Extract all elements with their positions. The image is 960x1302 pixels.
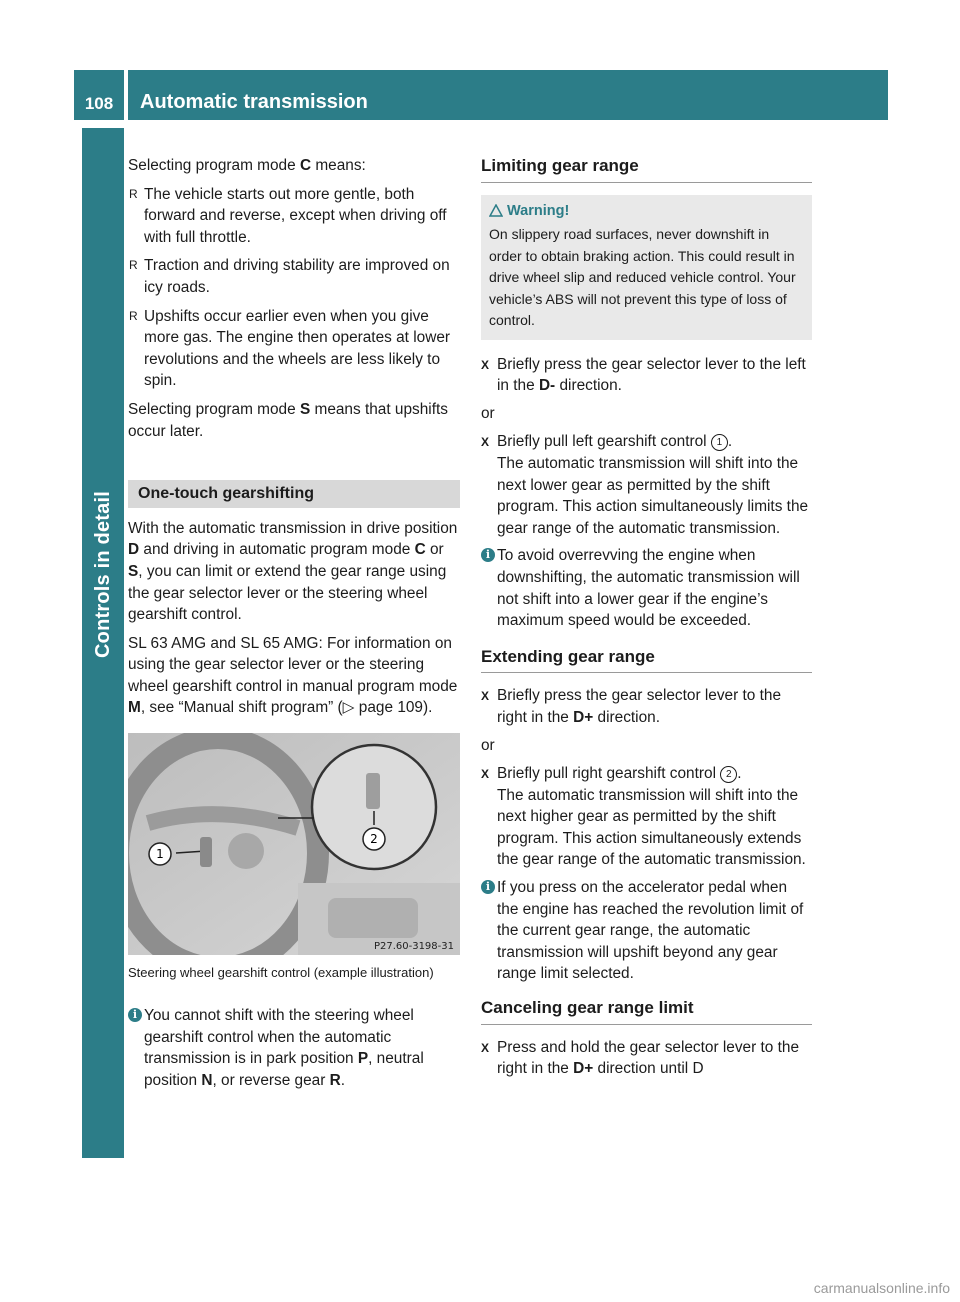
step: X Briefly pull left gearshift control 1 . The automatic transmission will shift into the next lower gear as permitted by the shift program. This action simultaneously limits the gear range of the automatic transmission. (481, 433, 809, 537)
info-icon: i (481, 880, 495, 894)
info-note: i You cannot shift with the steering wheel gearshift control when the automatic transmission is in park position P, neutral position N, or reverse gear R. (128, 1005, 460, 1091)
warning-text: On slippery road surfaces, never downshift in order to obtain braking action. This could result in drive wheel slip and reduced vehicle control. Your vehicle’s ABS will not prevent this type of loss of control. (489, 226, 796, 329)
callout-1: 1 (156, 847, 164, 862)
heading-canceling: Canceling gear range limit (481, 997, 812, 1025)
paragraph: SL 63 AMG and SL 65 AMG: For information on using the gear selector lever or the steering wheel gearshift control in manual program mode M, see “Manual shift program” (▷ page 109). (128, 634, 458, 717)
warning-box: Warning! On slippery road surfaces, never downshift in order to obtain braking action. This could result in drive wheel slip and reduced vehicle control. Your vehicle’s ABS will not prevent this type of loss of control. (481, 195, 812, 340)
step: X Briefly press the gear selector lever to the left in the D- direction. (481, 355, 806, 395)
info-icon: i (128, 1008, 142, 1022)
arrow-step-icon: X (481, 435, 490, 450)
bullet-icon: R (129, 258, 138, 273)
heading-extending: Extending gear range (481, 646, 812, 674)
list-item: R The vehicle starts out more gentle, both forward and reverse, except when driving off with full throttle. (129, 185, 447, 246)
callout-2: 2 (370, 832, 378, 847)
info-note: i If you press on the accelerator pedal when the engine has reached the revolution limit of the current gear range, the automatic transmission will upshift beyond any gear range limit selected. (481, 877, 812, 985)
list-item: R Traction and driving stability are improved on icy roads. (129, 257, 450, 296)
or-text: or (481, 404, 495, 422)
callout-1-ref: 1 (711, 434, 728, 451)
side-tab-label: Controls in detail (91, 490, 114, 658)
paragraph: With the automatic transmission in drive position D and driving in automatic program mode C or S, you can limit or extend the gear range using the gear selector lever or the steering wheel gearshift control. (128, 519, 458, 624)
step: X Briefly press the gear selector lever to the right in the D+ direction. (481, 687, 782, 726)
arrow-step-icon: X (481, 1040, 490, 1055)
side-tab-label-wrap (84, 444, 122, 704)
warning-triangle-icon (489, 204, 503, 217)
arrow-step-icon: X (481, 689, 490, 704)
arrow-step-icon: X (481, 357, 490, 372)
bullet-icon: R (129, 308, 138, 323)
page-title: Automatic transmission (128, 70, 888, 120)
page-number: 108 (74, 70, 124, 120)
callout-2-ref: 2 (720, 766, 737, 783)
info-icon: i (481, 548, 495, 562)
heading-limiting: Limiting gear range (481, 155, 812, 183)
steering-wheel-photo (128, 733, 460, 955)
photo-caption: Steering wheel gearshift control (example illustration) (128, 965, 434, 981)
arrow-step-icon: X (481, 767, 490, 782)
watermark: carmanualsonline.info (813, 1280, 950, 1296)
bullet-icon: R (129, 186, 138, 201)
intro-s-paragraph: Selecting program mode S means that upshifts occur later. (128, 400, 448, 440)
step: X Briefly pull right gearshift control 2 . The automatic transmission will shift into the next higher gear as permitted by the shift program. This action simultaneously extends the gear range of the automatic transmission. (481, 765, 806, 869)
left-column (128, 155, 460, 1101)
or-text: or (481, 736, 495, 754)
info-note: i To avoid overrevving the engine when downshifting, the automatic transmission will not shift into a lower gear if the engine’s maximum speed would be exceeded. (481, 545, 812, 631)
intro-c-paragraph: Selecting program mode C means: (128, 157, 366, 174)
list-item: R Upshifts occur earlier even when you give more gas. The engine then operates at lower revolutions and the wheels are less likely to spin. (129, 307, 451, 390)
step: X Press and hold the gear selector lever to the right in the D+ direction until D (481, 1038, 800, 1078)
section-heading: One-touch gearshifting (128, 480, 460, 508)
image-code: P27.60-3198-31 (373, 941, 454, 953)
right-column (481, 155, 812, 1086)
